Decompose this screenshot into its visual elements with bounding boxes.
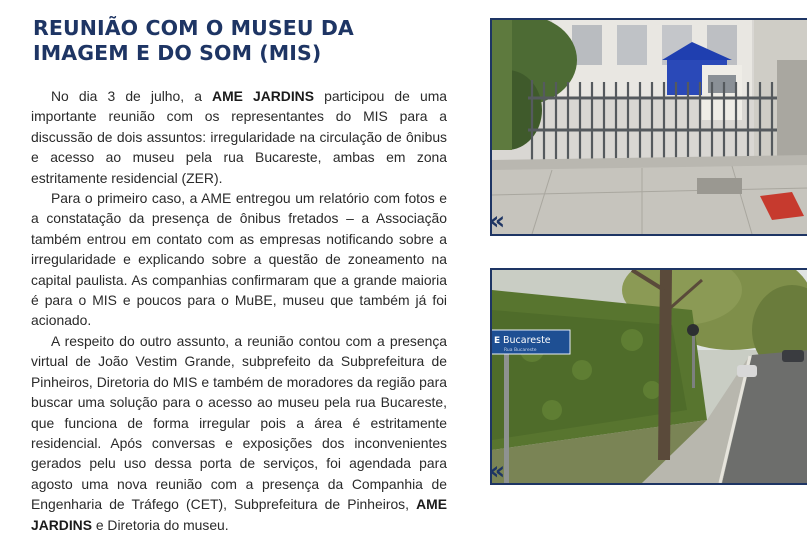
paragraph-3-bold: AME JARDINS xyxy=(31,496,447,533)
article-body xyxy=(31,86,447,535)
paragraph-2: Para o primeiro caso, a AME entregou um relatório com fotos e a constatação da presença de ônibus fretados – a Associação também entrou em contato com as empresas notificando sobre a irregularidade e explicando sobre a questão de zoneamento na capital paulista. As companhias confirmaram que a grande maioria é para o MIS e poucos para o MuBE, museu que também já foi acionado. xyxy=(31,190,447,329)
street-sign-number: E xyxy=(494,336,501,346)
photo-rua-bucareste xyxy=(490,268,807,485)
paragraph-1-text-b: participou de uma importante reunião com os representantes do MIS para a discussão de dois assuntos: irregularidade na circulação de ônibus e acesso ao museu pela rua Bucareste, ambas em zona estritamente residencial (ZER). xyxy=(31,88,447,186)
street-sign-name: Bucareste xyxy=(503,335,551,346)
paragraph-1-text-a: No dia 3 de julho, a xyxy=(51,88,213,104)
paragraph-3 xyxy=(31,331,447,535)
street-sign-sub: Rua Bucareste xyxy=(504,348,537,353)
article-title xyxy=(33,16,433,66)
photo-museum-gate xyxy=(490,18,807,236)
paragraph-1 xyxy=(31,86,447,188)
paragraph-3-text-b: e Diretoria do museu. xyxy=(91,516,229,533)
paragraph-1-bold: AME JARDINS xyxy=(212,88,314,104)
paragraph-3-text-a: A respeito do outro assunto, a reunião contou com a presença virtual de João Vestim Grande, subprefeito da Subprefeitura de Pinheiros, Diretoria do MIS e também de moradores da região para buscar uma solução para o acesso ao museu pela rua Bucareste, que funciona de forma irregular pois a área é estritamente residencial. Após conversas e exposições dos inconvenientes gerados pelu uso dessa porta de serviços, foi agendada para agosto uma nova reunião com a presença da Companhia de Engenharia de Tráfego (CET), Subprefeitura de Pinheiros, xyxy=(31,332,447,513)
chevron-left-icon: « xyxy=(489,206,506,235)
title-line-2: IMAGEM E DO SOM (MIS) xyxy=(33,41,322,65)
title-line-1: REUNIÃO COM O MUSEU DA xyxy=(33,16,354,40)
chevron-left-icon: « xyxy=(489,456,506,485)
